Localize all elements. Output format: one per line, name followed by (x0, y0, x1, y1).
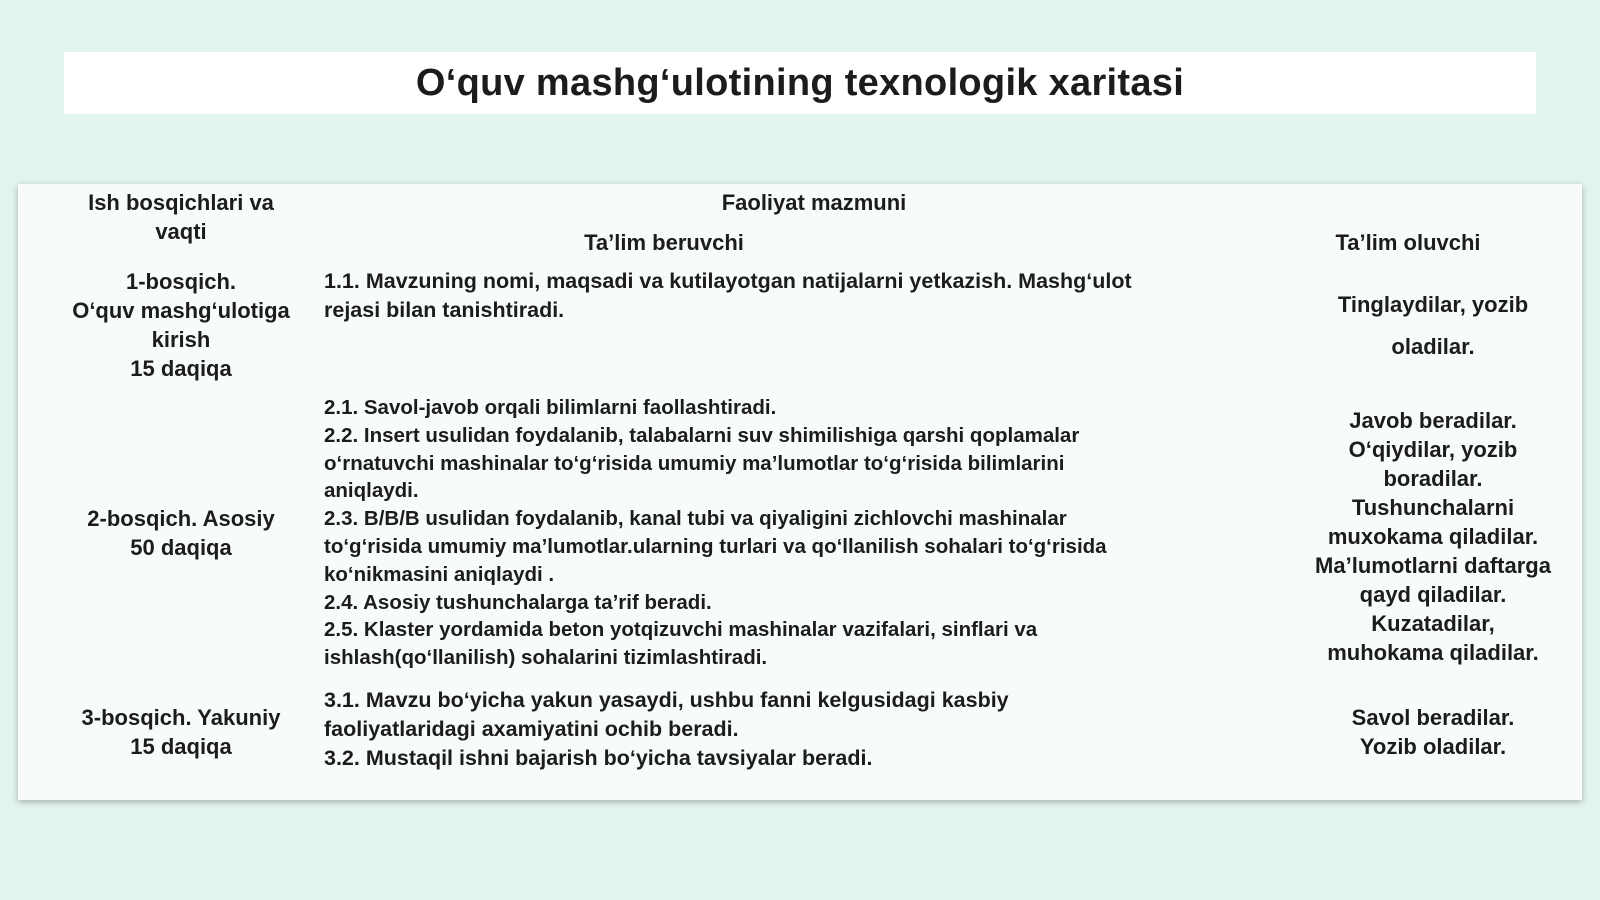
student-line: Ma’lumotlarni daftarga (1315, 553, 1551, 578)
teacher-line: aniqlaydi. (324, 479, 419, 503)
student-line: boradilar. (1383, 466, 1483, 491)
stage-line: 1-bosqich. (125, 269, 236, 294)
teacher-line: o‘rnatuvchi mashinalar to‘g‘risida umumiy ma’lumotlar to‘g‘risida bilimlarini (324, 451, 1065, 475)
teacher-line: 2.3. B/B/B usulidan foydalanib, kanal tubi va qiyaligini zichlovchi mashinalar (324, 507, 1067, 531)
stage-line: 50 daqiqa (130, 535, 232, 560)
student-3-cell (1284, 703, 1582, 761)
teacher-line: rejasi bilan tanishtiradi. (324, 298, 565, 322)
student-2-cell (1284, 406, 1582, 667)
student-line: muhokama qiladilar. (1327, 640, 1539, 665)
teacher-line: to‘g‘risida umumiy ma’lumotlar.ularning turlari va qo‘llanilish sohalari to‘g‘risida (324, 534, 1107, 558)
student-line: Savol beradilar. (1351, 705, 1515, 730)
stage-line: 3-bosqich. Yakuniy (81, 705, 281, 730)
page-title: O‘quv mashg‘ulotining texnologik xaritasi (415, 61, 1185, 104)
student-line: Tinglaydilar, yozib (1337, 292, 1529, 317)
stage-line: 2-bosqich. Asosiy (87, 506, 275, 531)
student-1-cell (1284, 284, 1582, 368)
student-line: muxokama qiladilar. (1327, 524, 1539, 549)
title-bar (64, 52, 1536, 114)
teacher-2-cell (324, 394, 1107, 672)
header-stages-line: vaqti (155, 219, 207, 244)
student-line: O‘qiydilar, yozib (1348, 437, 1518, 462)
teacher-line: 2.1. Savol-javob orqali bilimlarni faollashtiradi. (324, 396, 777, 419)
teacher-line: 2.5. Klaster yordamida beton yotqizuvchi mashinalar vazifalari, sinflari va (324, 618, 1038, 642)
stage-3-cell (18, 703, 344, 761)
teacher-line: faoliyatlaridagi axamiyatini ochib beradi. (324, 717, 739, 741)
header-stages (18, 188, 344, 246)
teacher-3-cell (324, 686, 1009, 773)
stage-2-cell (18, 504, 344, 562)
teacher-line: 2.4. Asosiy tushunchalarga ta’rif beradi. (324, 590, 712, 614)
header-activity: Faoliyat mazmuni (721, 190, 907, 215)
header-stages-line: Ish bosqichlari va (88, 190, 274, 215)
stage-line: kirish (151, 327, 211, 352)
technology-map-table (18, 184, 1582, 800)
student-line: Yozib oladilar. (1359, 734, 1507, 759)
student-line: Tushunchalarni (1351, 495, 1515, 520)
teacher-1-cell (324, 267, 1132, 325)
student-line: Kuzatadilar, (1371, 611, 1495, 636)
teacher-line: ishlash(qo‘llanilish) sohalarini tizimlashtiradi. (324, 646, 768, 670)
student-line: oladilar. (1391, 334, 1475, 359)
stage-line: 15 daqiqa (130, 356, 232, 381)
stage-line: O‘quv mashg‘ulotiga (72, 298, 290, 323)
teacher-line: 1.1. Mavzuning nomi, maqsadi va kutilayotgan natijalarni yetkazish. Mashg‘ulot (324, 269, 1132, 293)
teacher-line: 3.2. Mustaqil ishni bajarish bo‘yicha tavsiyalar beradi. (324, 746, 873, 770)
stage-1-cell (18, 267, 344, 383)
teacher-line: 3.1. Mavzu bo‘yicha yakun yasaydi, ushbu fanni kelgusidagi kasbiy (324, 688, 1009, 712)
header-student: Ta’lim oluvchi (1335, 230, 1481, 255)
student-line: Javob beradilar. (1349, 408, 1517, 433)
student-line: qayd qiladilar. (1359, 582, 1507, 607)
teacher-line: 2.2. Insert usulidan foydalanib, talabalarni suv shimilishiga qarshi qoplamalar (324, 423, 1080, 447)
stage-line: 15 daqiqa (130, 734, 232, 759)
teacher-line: ko‘nikmasini aniqlaydi . (324, 562, 555, 586)
header-teacher: Ta’lim beruvchi (584, 230, 744, 255)
